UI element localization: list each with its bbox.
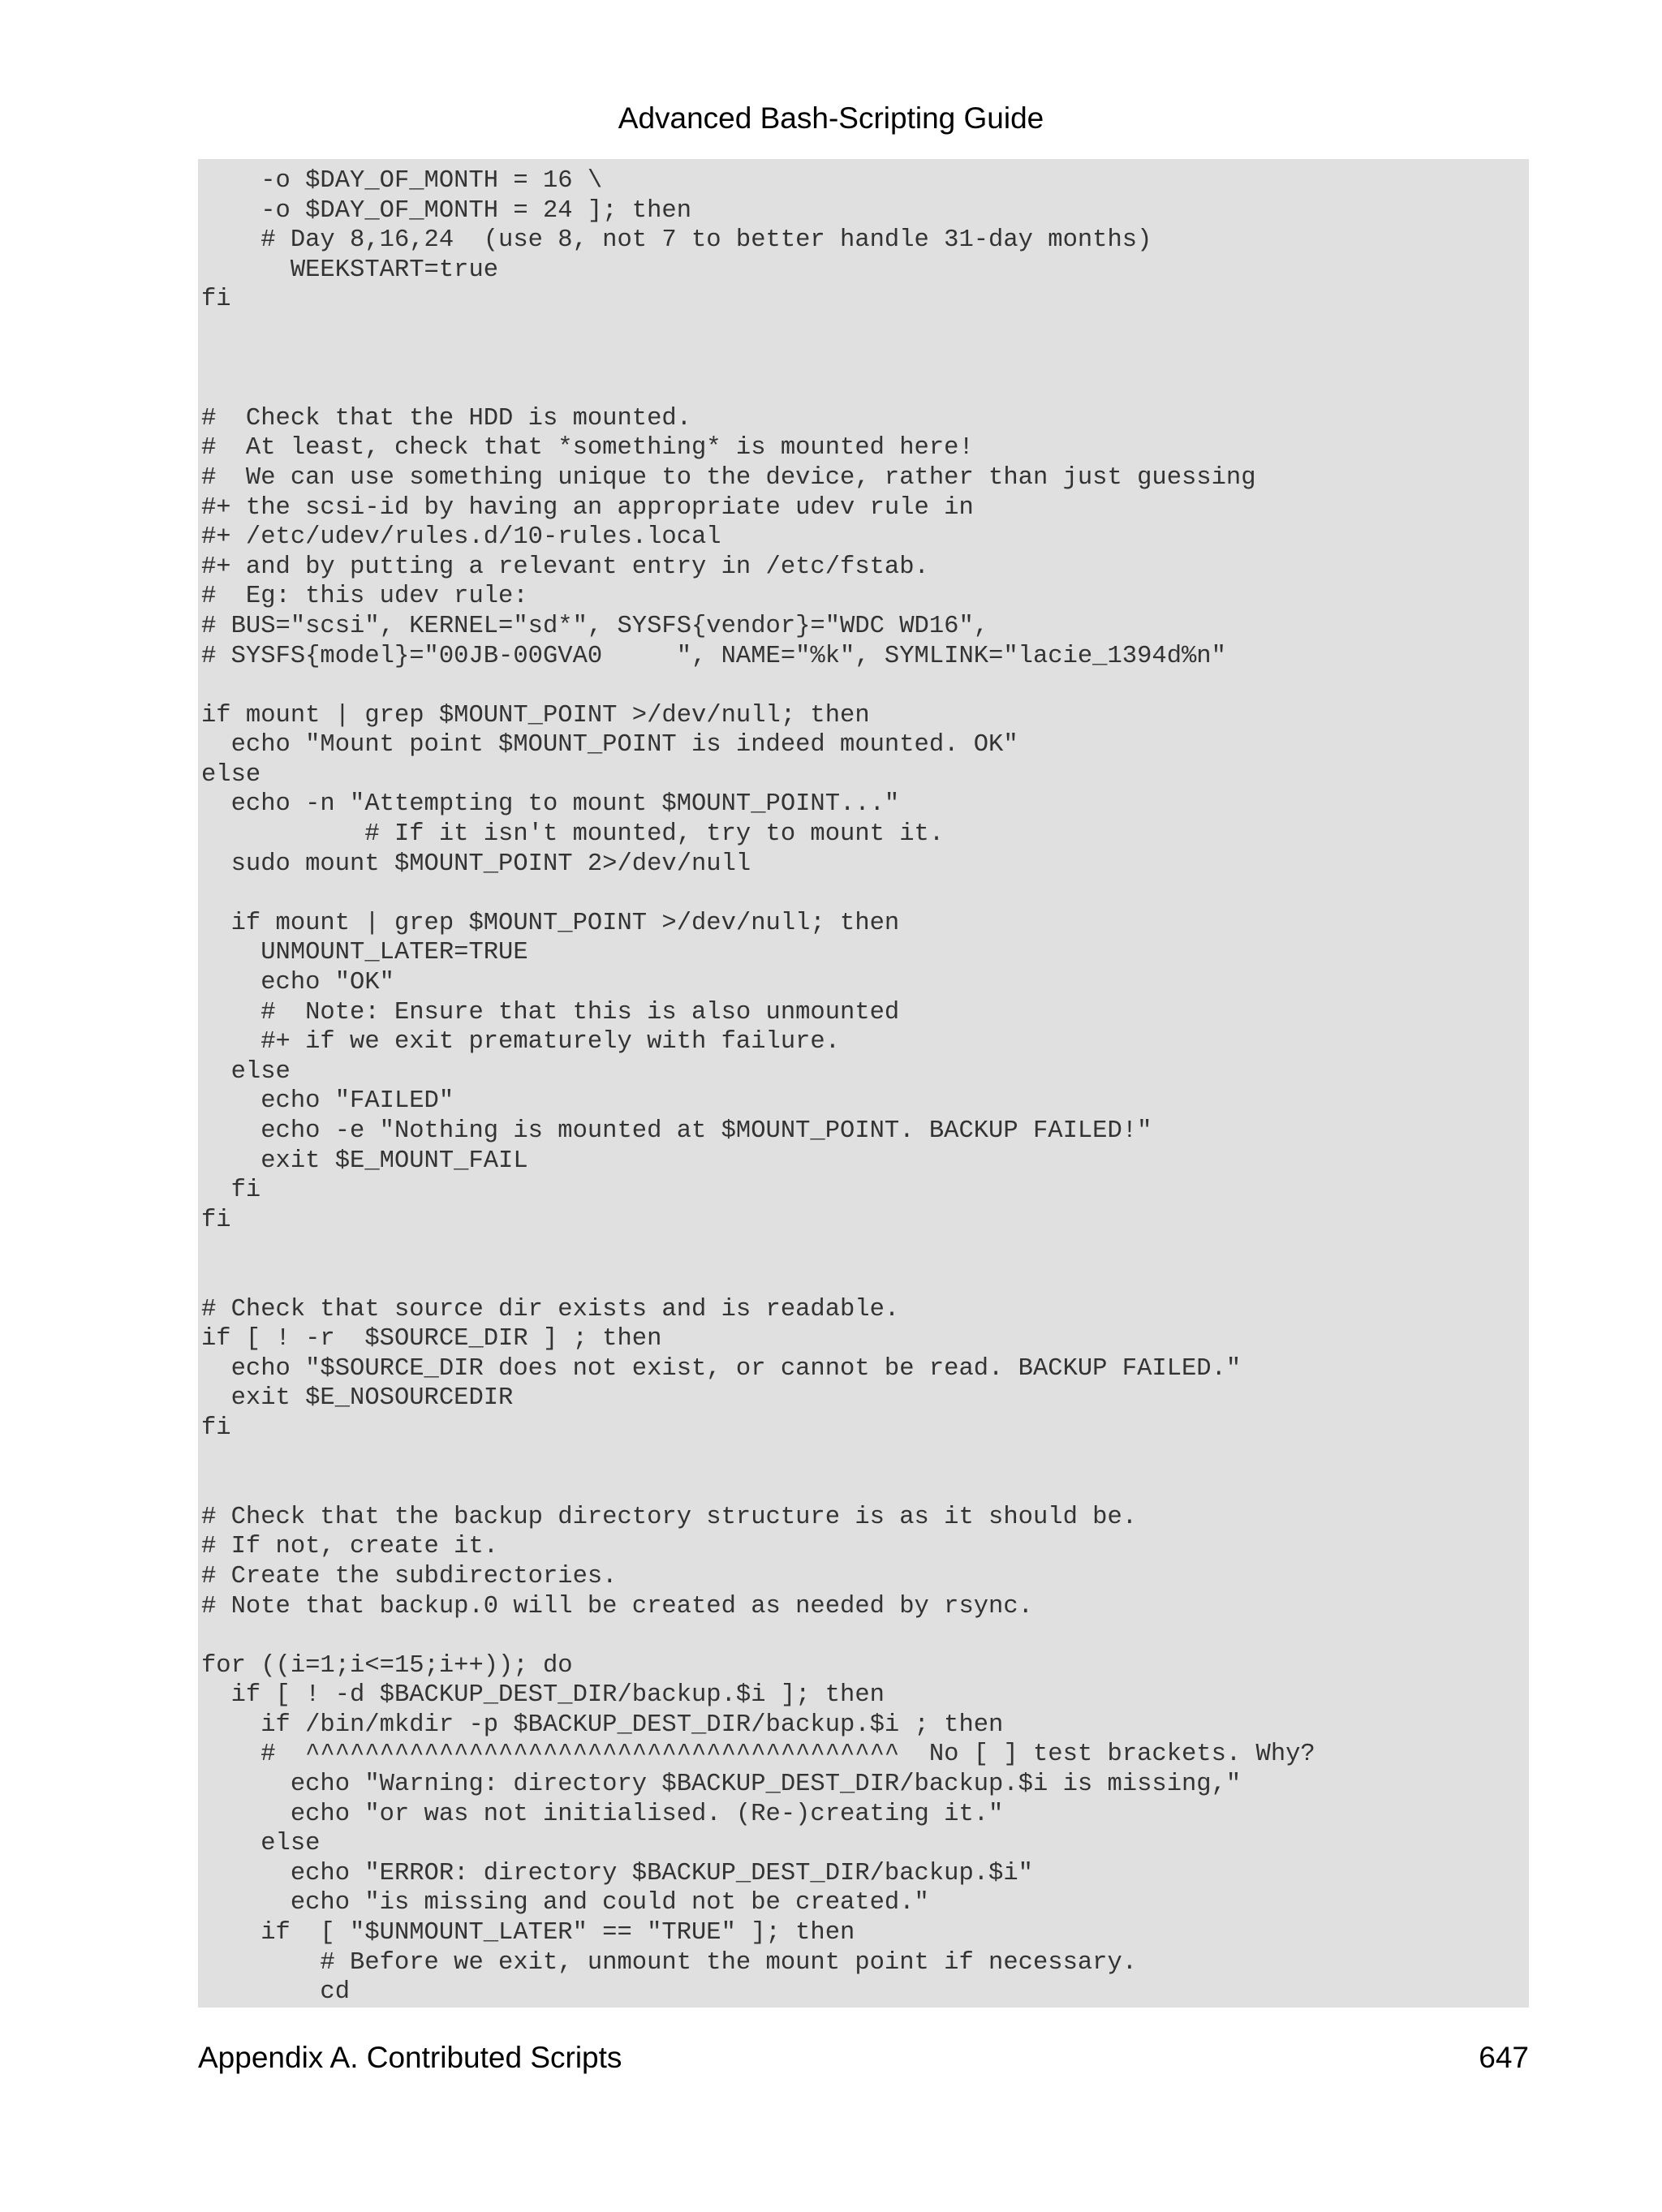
code-line: if [ "$UNMOUNT_LATER" == "TRUE" ]; then — [201, 1919, 855, 1947]
code-line — [201, 1621, 1529, 1651]
code-line: # Create the subdirectories. — [201, 1562, 618, 1590]
code-line: # Before we exit, unmount the mount point if necessary. — [201, 1948, 1138, 1977]
code-line: # BUS="scsi", KERNEL="sd*", SYSFS{vendor}="WDC WD16", — [201, 612, 989, 640]
code-line: # SYSFS{model}="00JB-00GVA0 ", NAME="%k", SYMLINK="lacie_1394d%n" — [201, 642, 1226, 670]
code-line: # Day 8,16,24 (use 8, not 7 to better handle 31-day months) — [201, 226, 1152, 255]
code-line: -o $DAY_OF_MONTH = 16 \ — [201, 167, 603, 195]
code-line: # If not, create it. — [201, 1533, 499, 1561]
code-line: exit $E_NOSOURCEDIR — [201, 1384, 514, 1413]
code-line: echo "FAILED" — [201, 1087, 454, 1116]
code-line: fi — [201, 1206, 231, 1234]
code-line: for ((i=1;i<=15;i++)); do — [201, 1651, 573, 1680]
code-line: if mount | grep $MOUNT_POINT >/dev/null; then — [201, 701, 870, 729]
code-line: #+ if we exit prematurely with failure. — [201, 1028, 841, 1057]
code-line: echo "Warning: directory $BACKUP_DEST_DIR/backup.$i is missing," — [201, 1771, 1242, 1799]
code-line: else — [201, 1057, 291, 1086]
code-line: # ^^^^^^^^^^^^^^^^^^^^^^^^^^^^^^^^^^^^^^^^ No [ ] test brackets. Why? — [201, 1741, 1315, 1769]
page-header-title: Advanced Bash-Scripting Guide — [618, 101, 1044, 135]
footer-section-title: Appendix A. Contributed Scripts — [198, 2041, 622, 2074]
code-line: # We can use something unique to the device, rather than just guessing — [201, 463, 1256, 492]
code-line — [201, 671, 1529, 701]
code-line: fi — [201, 286, 231, 314]
code-line: #+ and by putting a relevant entry in /etc/fstab. — [201, 553, 929, 581]
code-line — [201, 374, 1529, 404]
code-line: # Note that backup.0 will be created as needed by rsync. — [201, 1592, 1033, 1620]
code-line: echo "Mount point $MOUNT_POINT is indeed mounted. OK" — [201, 731, 1018, 760]
code-line: if [ ! -d $BACKUP_DEST_DIR/backup.$i ]; then — [201, 1681, 885, 1710]
code-line — [201, 1444, 1529, 1474]
code-line: echo -e "Nothing is mounted at $MOUNT_POINT. BACKUP FAILED!" — [201, 1117, 1152, 1145]
code-line: cd — [201, 1978, 351, 2007]
page-footer — [198, 2040, 1529, 2079]
code-line: exit $E_MOUNT_FAIL — [201, 1147, 528, 1175]
code-line — [201, 1235, 1529, 1265]
code-line — [201, 345, 1529, 375]
code-line: # Check that the backup directory structure is as it should be. — [201, 1503, 1138, 1531]
code-line: echo "$SOURCE_DIR does not exist, or cannot be read. BACKUP FAILED." — [201, 1354, 1242, 1383]
footer-page-number: 647 — [1479, 2041, 1529, 2074]
code-line: echo "is missing and could not be created." — [201, 1889, 929, 1917]
code-line — [201, 1473, 1529, 1503]
code-line: echo "ERROR: directory $BACKUP_DEST_DIR/backup.$i" — [201, 1859, 1033, 1887]
code-line: else — [201, 760, 261, 789]
code-line: sudo mount $MOUNT_POINT 2>/dev/null — [201, 850, 751, 878]
code-line: if [ ! -r $SOURCE_DIR ] ; then — [201, 1325, 662, 1353]
code-line: #+ the scsi-id by having an appropriate udev rule in — [201, 493, 974, 522]
code-line: echo "OK" — [201, 969, 394, 997]
code-line: echo "or was not initialised. (Re-)creating it." — [201, 1800, 1004, 1828]
code-line — [201, 315, 1529, 345]
code-line: fi — [201, 1177, 261, 1205]
code-line: echo -n "Attempting to mount $MOUNT_POINT..." — [201, 790, 900, 819]
code-line: #+ /etc/udev/rules.d/10-rules.local — [201, 523, 721, 552]
code-line: # Note: Ensure that this is also unmounted — [201, 998, 900, 1026]
code-line: -o $DAY_OF_MONTH = 24 ]; then — [201, 196, 691, 225]
code-line: UNMOUNT_LATER=TRUE — [201, 939, 528, 967]
code-line: # Eg: this udev rule: — [201, 583, 528, 611]
code-line: fi — [201, 1414, 231, 1442]
code-line: # If it isn't mounted, try to mount it. — [201, 820, 945, 849]
code-line — [201, 1265, 1529, 1295]
code-line: # Check that source dir exists and is readable. — [201, 1295, 900, 1323]
code-line: # Check that the HDD is mounted. — [201, 404, 691, 433]
code-line: if /bin/mkdir -p $BACKUP_DEST_DIR/backup.$i ; then — [201, 1711, 1004, 1739]
code-line: # At least, check that *something* is mounted here! — [201, 434, 974, 463]
code-line — [201, 879, 1529, 909]
code-line: if mount | grep $MOUNT_POINT >/dev/null; then — [201, 909, 900, 937]
code-listing — [198, 159, 1529, 2008]
code-line: WEEKSTART=true — [201, 256, 499, 284]
code-line: else — [201, 1830, 321, 1858]
